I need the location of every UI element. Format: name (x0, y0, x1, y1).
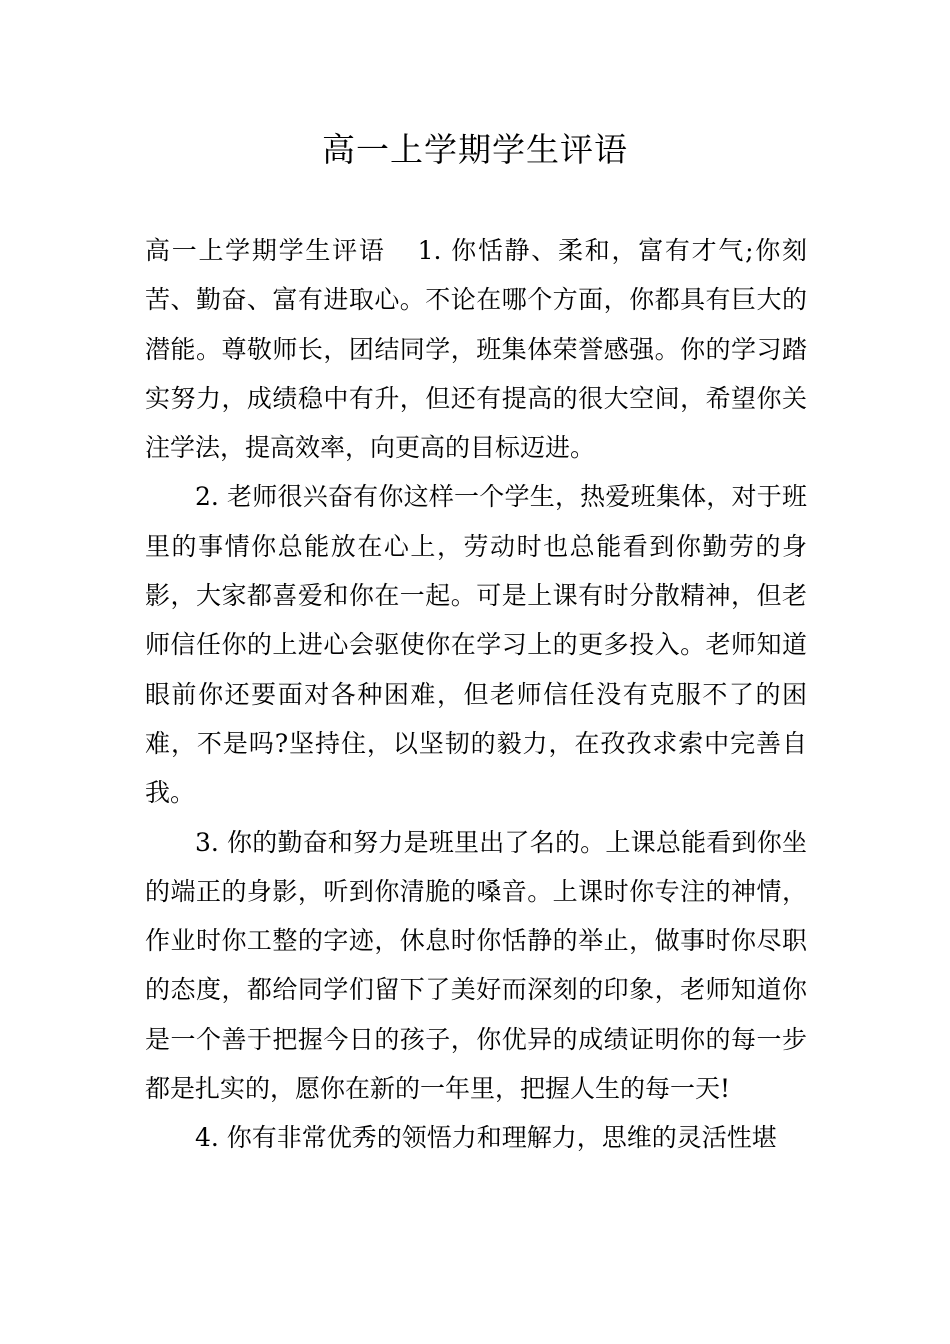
inline-lead-title: 高一上学期学生评语 (145, 236, 386, 265)
comment-paragraph-4: 4. 你有非常优秀的领悟力和理解力，思维的灵活性堪 (195, 1123, 777, 1153)
comment-paragraph-3: 3. 你的勤奋和努力是班里出了名的。上课总能看到你坐的端正的身影，听到你清脆的嗓音。上课时你专注的神情，作业时你工整的字迹，休息时你恬静的举止，做事时你尽职的态度，都给同学们留下了美好而深刻的印象，老师知道你是一个善于把握今日的孩子，你优异的成绩证明你的每一步都是扎实的，愿你在新的一年里，把握人生的每一天! (145, 827, 807, 1104)
document-body (145, 226, 807, 1163)
comment-text-1: 1. 你恬静、柔和，富有才气;你刻苦、勤奋、富有进取心。不论在哪个方面，你都具有巨大的潜能。尊敬师长，团结同学，班集体荣誉感强。你的学习踏实努力，成绩稳中有升，但还有提高的很大空间，希望你关注学法，提高效率，向更高的目标迈进。 (145, 236, 807, 463)
document-title: 高一上学期学生评语 (322, 130, 628, 169)
comment-paragraph-2: 2. 老师很兴奋有你这样一个学生，热爱班集体，对于班里的事情你总能放在心上，劳动时也总能看到你勤劳的身影，大家都喜爱和你在一起。可是上课有时分散精神，但老师信任你的上进心会驱使你在学习上的更多投入。老师知道眼前你还要面对各种困难，但老师信任没有克服不了的困难，不是吗?坚持住，以坚韧的毅力，在孜孜求索中完善自我。 (145, 482, 807, 808)
comment-paragraph-1 (145, 226, 807, 472)
